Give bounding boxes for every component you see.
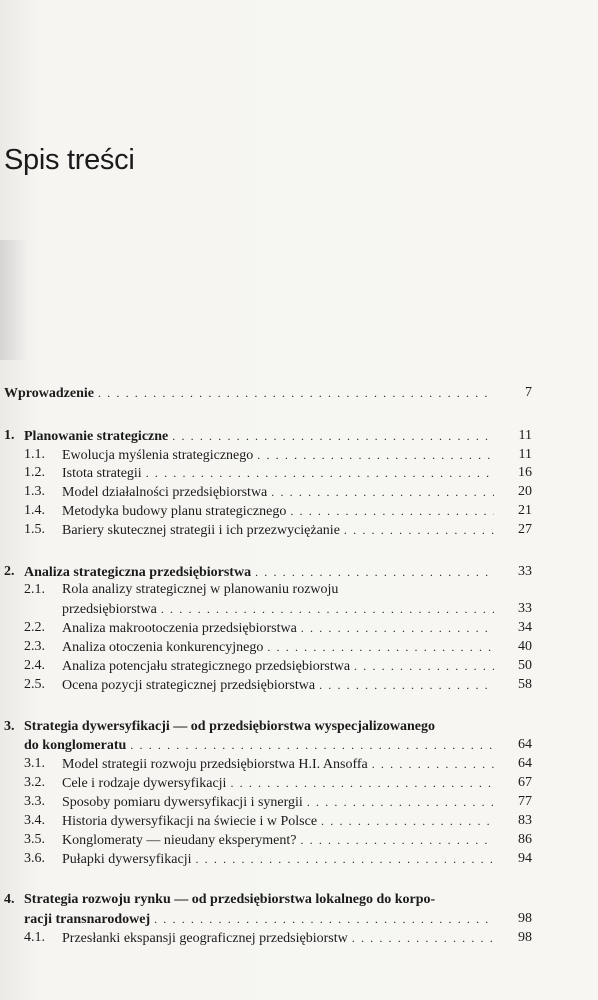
- toc-entry-leader: [24, 910, 494, 929]
- toc-entry-title: do konglomeratu: [24, 738, 127, 753]
- dot-leader: [300, 831, 494, 849]
- dot-leader: [307, 793, 494, 811]
- toc-entry: [0, 446, 598, 464]
- toc-entry-page-number: 67: [518, 775, 532, 790]
- page-title: Spis treści: [4, 144, 135, 176]
- toc-entry-page-number: 64: [518, 756, 532, 771]
- dot-leader: [301, 619, 494, 637]
- toc-entry-title: Analiza otoczenia konkurencyjnego: [62, 640, 264, 655]
- toc-entry: [0, 521, 598, 539]
- toc-entry-number: 2.: [4, 564, 15, 579]
- toc-entry-page-number: 98: [518, 911, 532, 926]
- toc-entry: [0, 581, 598, 599]
- dot-leader: [271, 483, 494, 501]
- dot-leader: [372, 755, 494, 773]
- toc-entry-title: Pułapki dywersyfikacji: [62, 852, 192, 867]
- dot-leader: [321, 812, 494, 830]
- toc-entry-title: Analiza potencjału strategicznego przedsiębiorstwa: [62, 659, 351, 674]
- toc-entry-page-number: 20: [518, 484, 532, 499]
- toc-entry-page-number: 77: [518, 794, 532, 809]
- dot-leader: [344, 521, 494, 539]
- toc-entry-page-number: 33: [518, 601, 532, 616]
- toc-entry-number: 1.4.: [24, 503, 45, 518]
- dot-leader: [195, 850, 494, 868]
- dot-leader: [352, 929, 494, 947]
- toc-entry-page-number: 94: [518, 851, 532, 866]
- dot-leader: [154, 910, 494, 928]
- toc-entry-title: Rola analizy strategicznej w planowaniu rozwoju: [62, 582, 339, 597]
- toc-entry-number: 3.5.: [24, 832, 45, 847]
- toc-entry-page-number: 50: [518, 658, 532, 673]
- toc-entry: [0, 600, 598, 618]
- dot-leader: [230, 774, 494, 792]
- toc-entry-page-number: 27: [518, 522, 532, 537]
- toc-entry-number: 2.5.: [24, 677, 45, 692]
- toc-entry-leader: [24, 427, 494, 446]
- toc-entry-leader: [62, 464, 494, 483]
- toc-entry-page-number: 34: [518, 620, 532, 635]
- dot-leader: [255, 563, 494, 581]
- dot-leader: [267, 638, 494, 656]
- dot-leader: [172, 427, 494, 445]
- toc-entry-leader: [62, 638, 494, 657]
- toc-entry-number: 1.1.: [24, 447, 45, 462]
- toc-entry-leader: [62, 502, 494, 521]
- toc-entry-leader: [62, 831, 494, 850]
- toc-entry-leader: [62, 793, 494, 812]
- toc-entry-page-number: 21: [518, 503, 532, 518]
- toc-entry-number: 3.4.: [24, 813, 45, 828]
- toc-entry-number: 2.4.: [24, 658, 45, 673]
- toc-entry: [0, 850, 598, 868]
- toc-entry: [0, 718, 598, 736]
- toc-entry-number: 1.2.: [24, 465, 45, 480]
- dot-leader: [98, 384, 494, 402]
- toc-entry-title: Strategia dywersyfikacji — od przedsiębiorstwa wyspecjalizowanego: [24, 719, 436, 734]
- toc-entry-leader: [62, 600, 494, 619]
- toc-entry-number: 4.: [4, 892, 15, 907]
- toc-entry-leader: [24, 563, 494, 582]
- toc-entry-title: Analiza makrootoczenia przedsiębiorstwa: [62, 621, 297, 636]
- toc-entry-title: racji transnarodowej: [24, 912, 151, 927]
- toc-entry: [0, 793, 598, 811]
- toc-entry-page-number: 64: [518, 737, 532, 752]
- dot-leader: [319, 676, 494, 694]
- toc-entry-number: 3.2.: [24, 775, 45, 790]
- toc-entry: [0, 831, 598, 849]
- toc-entry-title: Ocena pozycji strategicznej przedsiębiorstwa: [62, 678, 316, 693]
- toc-entry: [0, 384, 598, 402]
- toc-entry: [0, 638, 598, 656]
- toc-entry-title: Przesłanki ekspansji geograficznej przedsiębiorstw: [62, 931, 348, 946]
- toc-entry-page-number: 58: [518, 677, 532, 692]
- toc-entry: [0, 619, 598, 637]
- toc-entry-leader: [62, 446, 494, 465]
- toc-entry-leader: [62, 929, 494, 948]
- toc-entry-number: 2.3.: [24, 639, 45, 654]
- toc-entry-title: przedsiębiorstwa: [62, 602, 157, 617]
- toc-entry-title: Analiza strategiczna przedsiębiorstwa: [24, 565, 252, 580]
- toc-entry-title: Cele i rodzaje dywersyfikacji: [62, 776, 227, 791]
- toc-entry: [0, 929, 598, 947]
- toc-entry: [0, 910, 598, 928]
- toc-entry: [0, 502, 598, 520]
- toc-entry: [0, 464, 598, 482]
- toc-entry-number: 1.5.: [24, 522, 45, 537]
- dot-leader: [146, 464, 494, 482]
- toc-entry-page-number: 16: [518, 465, 532, 480]
- toc-entry-title: Konglomeraty — nieudany eksperyment?: [62, 833, 297, 848]
- toc-entry-leader: [62, 755, 494, 774]
- toc-entry: [0, 676, 598, 694]
- toc-entry-page-number: 33: [518, 564, 532, 579]
- dot-leader: [290, 502, 494, 520]
- toc-entry-page-number: 11: [518, 428, 532, 443]
- toc-entry-title: Model strategii rozwoju przedsiębiorstwa H.I. Ansoffa: [62, 757, 368, 772]
- toc-entry-title: Historia dywersyfikacji na świecie i w Polsce: [62, 814, 318, 829]
- toc-entry-leader: [62, 483, 494, 502]
- toc-entry-title: Planowanie strategiczne: [24, 429, 169, 444]
- toc-entry: [0, 891, 598, 909]
- toc-entry-title: Ewolucja myślenia strategicznego: [62, 448, 254, 463]
- toc-entry-title: Metodyka budowy planu strategicznego: [62, 504, 287, 519]
- dot-leader: [354, 657, 494, 675]
- toc-entry: [0, 812, 598, 830]
- toc-entry-page-number: 11: [518, 447, 532, 462]
- toc-entry-leader: [62, 657, 494, 676]
- toc-entry-page-number: 86: [518, 832, 532, 847]
- toc-entry-leader: [62, 521, 494, 540]
- toc-entry: [0, 755, 598, 773]
- toc-entry-number: 1.: [4, 428, 15, 443]
- toc-entry: [0, 736, 598, 754]
- toc-entry-title: Sposoby pomiaru dywersyfikacji i synergii: [62, 795, 303, 810]
- toc-entry-leader: [62, 774, 494, 793]
- page-shadow: [0, 240, 28, 360]
- toc-entry: [0, 483, 598, 501]
- toc-entry-leader: [4, 384, 494, 403]
- toc-entry-number: 3.6.: [24, 851, 45, 866]
- toc-entry-leader: [62, 676, 494, 695]
- toc-entry-number: 3.: [4, 719, 15, 734]
- toc-entry: [0, 657, 598, 675]
- toc-entry-number: 3.3.: [24, 794, 45, 809]
- toc-entry-number: 2.1.: [24, 582, 45, 597]
- dot-leader: [161, 600, 494, 618]
- toc-entry-number: 2.2.: [24, 620, 45, 635]
- toc-entry-title: Strategia rozwoju rynku — od przedsiębiorstwa lokalnego do korpo-: [24, 892, 436, 907]
- toc-entry-number: 3.1.: [24, 756, 45, 771]
- toc-entry-leader: [24, 736, 494, 755]
- toc-entry-leader: [62, 812, 494, 831]
- dot-leader: [257, 446, 494, 464]
- toc-entry: [0, 774, 598, 792]
- toc-entry-page-number: 83: [518, 813, 532, 828]
- toc-entry-page-number: 40: [518, 639, 532, 654]
- toc-entry-leader: [62, 619, 494, 638]
- toc-entry: [0, 427, 598, 445]
- toc-entry-page-number: 98: [518, 930, 532, 945]
- toc-entry-title: Model działalności przedsiębiorstwa: [62, 485, 268, 500]
- toc-entry-title: Istota strategii: [62, 466, 142, 481]
- toc-entry-number: 1.3.: [24, 484, 45, 499]
- toc-entry-leader: [62, 850, 494, 869]
- toc-entry-page-number: 7: [525, 385, 532, 400]
- toc-entry-title: Wprowadzenie: [4, 386, 94, 401]
- toc-entry-number: 4.1.: [24, 930, 45, 945]
- toc-entry-title: Bariery skutecznej strategii i ich przezwyciężanie: [62, 523, 340, 538]
- toc-entry: [0, 563, 598, 581]
- dot-leader: [130, 736, 494, 754]
